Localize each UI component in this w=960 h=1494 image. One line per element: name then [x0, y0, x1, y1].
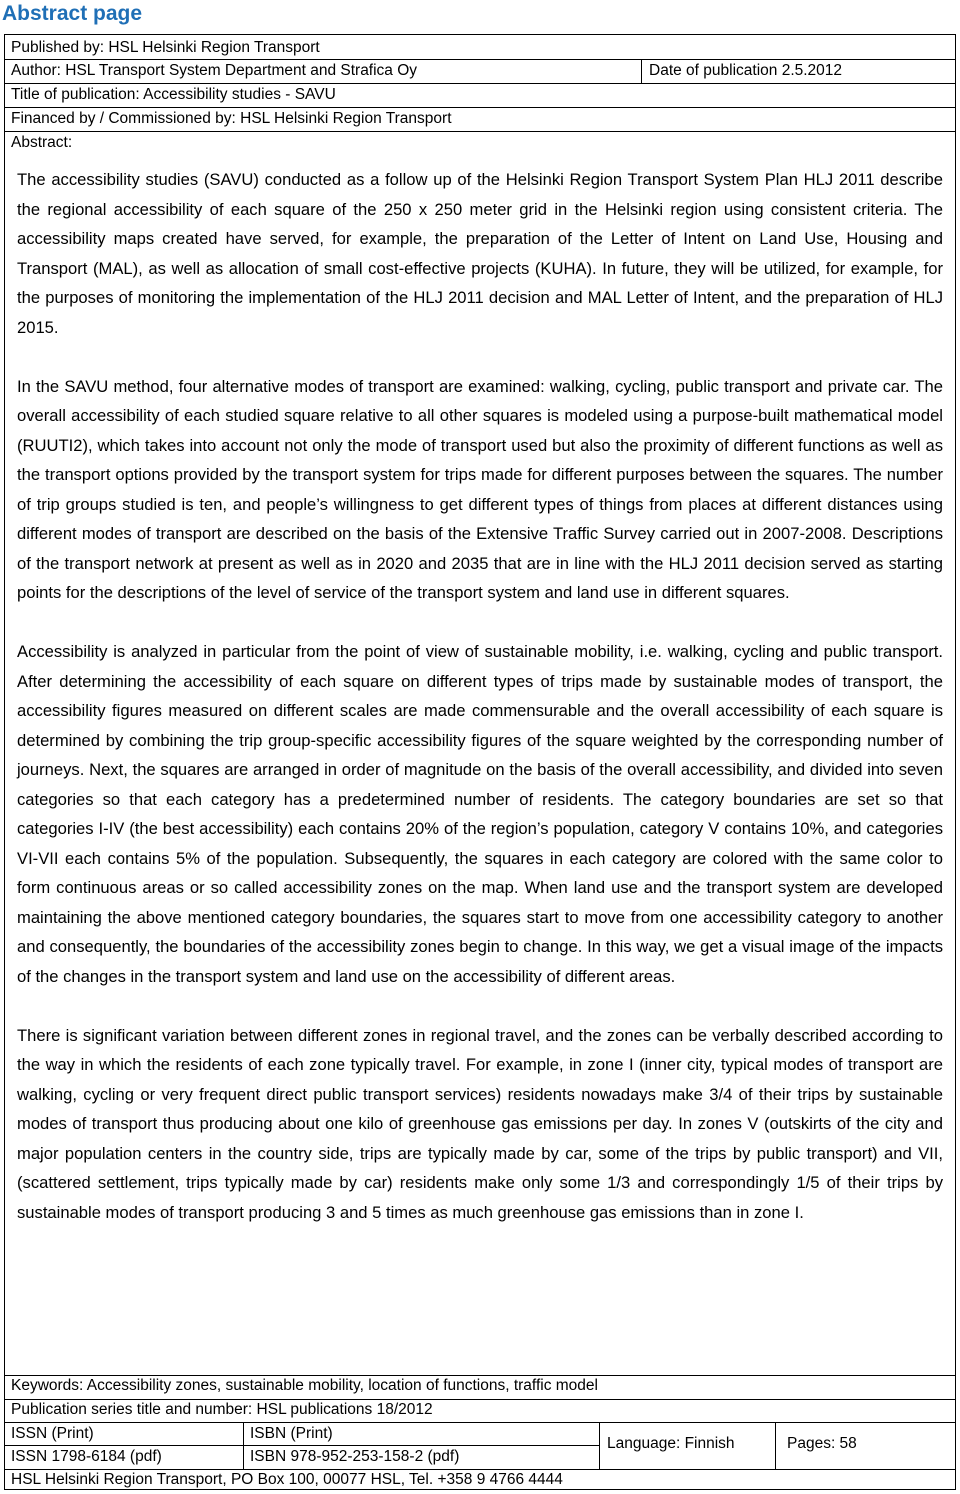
pages: Pages: 58	[787, 1435, 857, 1452]
page-title: Abstract page	[2, 2, 143, 25]
abstract-paragraph: There is significant variation between different zones in regional travel, and the zones can be verbally described according to the way in which the residents of each zone typically travel. For example, in zone I (inner city, typical modes of transport are walking, cycling or very frequent direct public transport services) residents nowadays make 3/4 of their trips by sustainable modes of transport thus producing about one kilo of greenhouse gas emissions per day. In zones V (outskirts of the city and major population centers in the country side, trips are typically made by car, some of the trips by public transport) and VII, (scattered settlement, trips typically made by car) residents make only some 1/3 and correspondingly 1/5 of their trips by sustainable modes of transport producing 3 and 5 times as much greenhouse gas emissions than in zone I.	[17, 1025, 943, 1222]
published-by: Published by: HSL Helsinki Region Transport	[11, 39, 320, 56]
abstract-paragraph: Accessibility is analyzed in particular from the point of view of sustainable mobility, i.e. walking, cycling and public transport. After determining the accessibility of each square on different types of trips made by sustainable modes of transport, the accessibility figures measured on different scales are made commensurable and the overall accessibility of each square is determined by combining the trip group-specific accessibility figures of the square weighted by the corresponding number of journeys. Next, the squares are arranged in order of magnitude on the basis of the overall accessibility, and divided into seven categories so that each category has a predetermined number of residents. The category boundaries are set so that categories I-IV (the best accessibility) each contains 20% of the region’s population, category V contains 10%, and categories VI-VII each contains 5% of the population. Subsequently, the squares in each category are colored with the same color to form continuous areas or so called accessibility zones on the map. When land use and the transport system are developed maintaining the above mentioned category boundaries, the squares start to move from one accessibility category to another and consequently, the boundaries of the accessibility zones begin to change. In this way, we get a visual image of the impacts of the changes in the transport system and land use on the accessibility of different areas.	[17, 642, 943, 986]
divider	[641, 59, 642, 83]
issn-pdf: ISSN 1798-6184 (pdf)	[11, 1448, 162, 1465]
keywords: Keywords: Accessibility zones, sustainable mobility, location of functions, traffic model	[11, 1377, 598, 1394]
financed-by: Financed by / Commissioned by: HSL Helsinki Region Transport	[11, 110, 452, 127]
publication-series: Publication series title and number: HSL publications 18/2012	[11, 1401, 433, 1418]
divider	[775, 1422, 776, 1469]
abstract-label: Abstract:	[11, 134, 73, 151]
issn-print: ISSN (Print)	[11, 1425, 94, 1442]
contact-info: HSL Helsinki Region Transport, PO Box 100, 00077 HSL, Tel. +358 9 4766 4444	[11, 1471, 563, 1488]
abstract-form	[4, 34, 956, 1490]
divider	[599, 1422, 600, 1469]
abstract-paragraph: In the SAVU method, four alternative modes of transport are examined: walking, cycling, public transport and private car. The overall accessibility of each studied square relative to all other squares is modeled using a purpose-built mathematical model (RUUTI2), which takes into account not only the mode of transport used but also the proximity of different functions as well as the transport options provided by the transport system for trips made for different purposes between the squares. The number of trip groups studied is ten, and people’s willingness to get different types of things from places at different distances using different modes of transport are described on the basis of the Extensive Traffic Survey carried out in 2007-2008. Descriptions of the transport network at present as well as in 2020 and 2035 that are in line with the HLJ 2011 decision served as starting points for the descriptions of the level of service of the transport system and land use in different squares.	[17, 376, 943, 602]
language: Language: Finnish	[607, 1435, 735, 1452]
divider	[5, 1422, 955, 1423]
publication-title: Title of publication: Accessibility studies - SAVU	[11, 86, 336, 103]
isbn-pdf: ISBN 978-952-253-158-2 (pdf)	[250, 1448, 460, 1465]
publication-date: Date of publication 2.5.2012	[649, 62, 843, 79]
isbn-print: ISBN (Print)	[250, 1425, 333, 1442]
abstract-body	[17, 165, 943, 1227]
abstract-paragraph: The accessibility studies (SAVU) conducted as a follow up of the Helsinki Region Transport System Plan HLJ 2011 describe the regional accessibility of each square of the 250 x 250 meter grid in the Helsinki region using consistent criteria. The accessibility maps created have served, for example, the preparation of the Letter of Intent on Land Use, Housing and Transport (MAL), as well as allocation of small cost-effective projects (KUHA). In future, they will be utilized, for example, for the purposes of monitoring the implementation of the HLJ 2011 decision and MAL Letter of Intent, and the preparation of HLJ 2015.	[17, 170, 943, 337]
author: Author: HSL Transport System Department and Strafica Oy	[11, 62, 418, 79]
